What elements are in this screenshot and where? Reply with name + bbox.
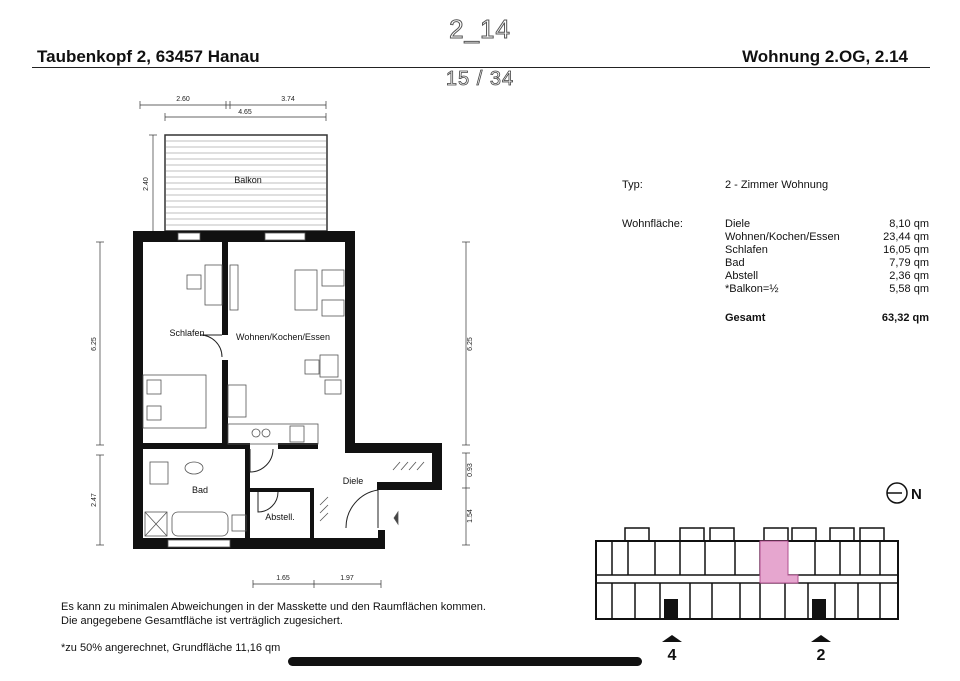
room-label-wohnen: Wohnen/Kochen/Essen — [236, 332, 330, 342]
room-label-schlafen: Schlafen — [169, 328, 205, 338]
furniture — [143, 265, 424, 536]
type-label: Typ: — [622, 179, 643, 191]
dim-top-b: 3.74 — [281, 96, 295, 103]
total-value: 63,32 qm — [881, 312, 929, 324]
room-name: Diele — [725, 218, 751, 230]
disclaimer — [61, 600, 541, 628]
walls — [133, 231, 442, 549]
room-area: 2,36 qm — [889, 270, 929, 282]
room-row — [622, 218, 932, 232]
dim-bottom-a: 1.65 — [276, 575, 290, 582]
page-counter: 15 / 34 — [445, 68, 515, 90]
room-area: 23,44 qm — [883, 231, 929, 243]
dim-top-a: 2.60 — [176, 96, 190, 103]
north-label: N — [911, 486, 922, 503]
unit-heading: Wohnung 2.OG, 2.14 — [742, 47, 908, 66]
room-row — [622, 270, 932, 284]
room-label-bad: Bad — [191, 485, 209, 495]
type-value: 2 - Zimmer Wohnung — [725, 179, 829, 191]
room-name: Schlafen — [725, 244, 768, 256]
room-row — [622, 257, 932, 271]
dim-right-main: 6.25 — [467, 337, 474, 351]
footnote: *zu 50% angerechnet, Grundfläche 11,16 qm — [61, 642, 281, 654]
dim-left-lower: 2.47 — [91, 493, 98, 507]
room-area: 8,10 qm — [889, 218, 929, 230]
room-row — [622, 283, 932, 297]
key-plan — [596, 528, 898, 664]
disclaimer-line-1: Es kann zu minimalen Abweichungen in der Masskette und den Raumflächen kommen. — [61, 601, 486, 613]
room-area: 16,05 qm — [883, 244, 929, 256]
room-name: *Balkon=½ — [725, 283, 779, 295]
stair-label-4: 4 — [667, 647, 677, 664]
dim-right-b: 1.54 — [467, 509, 474, 523]
room-name: Bad — [725, 257, 745, 269]
address-heading: Taubenkopf 2, 63457 Hanau — [37, 47, 260, 66]
dim-bottom-b: 1.97 — [340, 575, 354, 582]
room-label-balkon: Balkon — [234, 175, 262, 185]
document-title: 2_14 — [449, 14, 511, 44]
room-label-diele: Diele — [342, 476, 364, 486]
room-row — [622, 231, 932, 245]
north-arrow-icon — [887, 483, 922, 503]
dim-balkon-depth: 2.40 — [143, 177, 150, 191]
total-row — [622, 312, 932, 326]
horizontal-scrollbar[interactable] — [288, 657, 642, 666]
area-label: Wohnfläche: — [622, 218, 683, 230]
dim-left-main: 6.25 — [91, 337, 98, 351]
total-label: Gesamt — [725, 312, 766, 324]
dim-right-a: 0.93 — [467, 463, 474, 477]
apartment-info — [622, 179, 932, 329]
room-area: 5,58 qm — [889, 283, 929, 295]
type-row — [622, 179, 932, 193]
dim-top-total: 4.65 — [238, 109, 252, 116]
room-area: 7,79 qm — [889, 257, 929, 269]
room-name: Wohnen/Kochen/Essen — [725, 231, 840, 243]
disclaimer-line-2: Die angegebene Gesamtfläche ist verträglich zugesichert. — [61, 615, 343, 627]
room-row — [622, 244, 932, 258]
stair-label-2: 2 — [816, 647, 826, 664]
room-name: Abstell — [725, 270, 759, 282]
room-label-abstell: Abstell. — [265, 512, 295, 522]
